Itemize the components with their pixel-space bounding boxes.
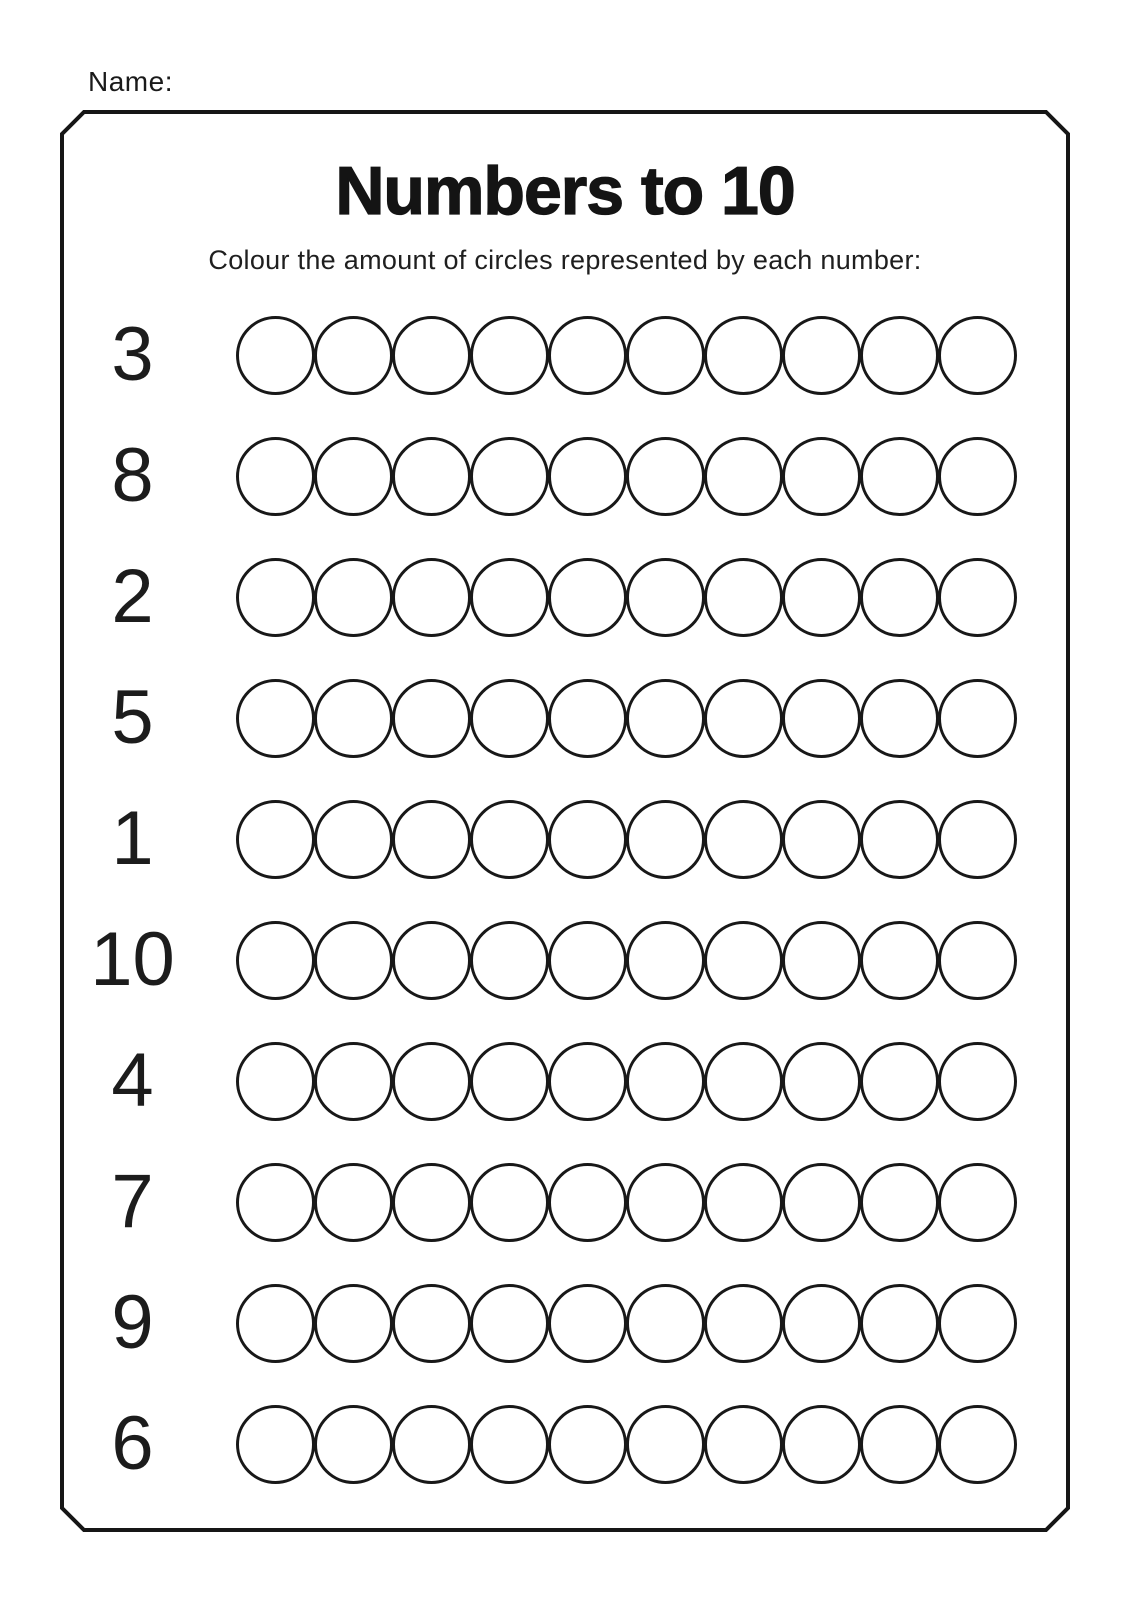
circle — [860, 1284, 939, 1363]
circle — [626, 679, 705, 758]
circle — [704, 800, 783, 879]
circle — [938, 316, 1017, 395]
circle — [860, 1405, 939, 1484]
circle — [548, 558, 627, 637]
row-number: 8 — [111, 433, 154, 519]
circle — [938, 437, 1017, 516]
circle — [626, 1405, 705, 1484]
worksheet-row — [66, 537, 1064, 658]
circle — [470, 800, 549, 879]
circle — [392, 679, 471, 758]
circles-row — [236, 1163, 1017, 1242]
circles-row — [236, 316, 1017, 395]
circle — [860, 558, 939, 637]
circle — [470, 1284, 549, 1363]
circle — [314, 800, 393, 879]
circle — [236, 1042, 315, 1121]
circle — [782, 1405, 861, 1484]
circle — [860, 679, 939, 758]
page-title: Numbers to 10 — [335, 153, 795, 229]
circle — [704, 1284, 783, 1363]
circle — [548, 1405, 627, 1484]
circle — [782, 1284, 861, 1363]
circle — [392, 1042, 471, 1121]
circle — [392, 1284, 471, 1363]
name-label: Name: — [88, 66, 173, 97]
circle — [626, 1163, 705, 1242]
circle — [392, 800, 471, 879]
worksheet-row — [66, 1263, 1064, 1384]
circle — [938, 558, 1017, 637]
circle — [626, 558, 705, 637]
circle — [236, 316, 315, 395]
instruction-text: Colour the amount of circles represented by each number: — [208, 244, 922, 275]
circle — [236, 1163, 315, 1242]
circles-row — [236, 800, 1017, 879]
circle — [548, 679, 627, 758]
circle — [860, 800, 939, 879]
circle — [626, 800, 705, 879]
circle — [626, 1042, 705, 1121]
circle — [626, 921, 705, 1000]
circle — [314, 558, 393, 637]
circle — [470, 558, 549, 637]
circle — [626, 1284, 705, 1363]
circle — [782, 800, 861, 879]
row-number: 6 — [111, 1401, 154, 1487]
circle — [938, 1284, 1017, 1363]
circle — [938, 1405, 1017, 1484]
circle — [860, 316, 939, 395]
circles-row — [236, 1405, 1017, 1484]
circle — [704, 679, 783, 758]
circles-row — [236, 558, 1017, 637]
circle — [704, 1042, 783, 1121]
circle — [314, 1163, 393, 1242]
worksheet-row — [66, 1142, 1064, 1263]
circle — [548, 437, 627, 516]
circle — [860, 437, 939, 516]
circle — [236, 437, 315, 516]
circle — [470, 921, 549, 1000]
worksheet-row — [66, 779, 1064, 900]
circle — [548, 921, 627, 1000]
worksheet-row — [66, 1021, 1064, 1142]
circle — [470, 1405, 549, 1484]
circles-row — [236, 1042, 1017, 1121]
row-number: 9 — [111, 1280, 154, 1366]
circle — [704, 1405, 783, 1484]
circle — [626, 437, 705, 516]
circle — [314, 1284, 393, 1363]
circle — [860, 1042, 939, 1121]
circle — [392, 921, 471, 1000]
circle — [548, 1042, 627, 1121]
worksheet-sheet — [66, 116, 1064, 1526]
circle — [860, 1163, 939, 1242]
circle — [704, 316, 783, 395]
circle — [548, 1284, 627, 1363]
circle — [782, 1042, 861, 1121]
circle — [470, 437, 549, 516]
circle — [470, 316, 549, 395]
circle — [470, 1042, 549, 1121]
circle — [782, 679, 861, 758]
circle — [236, 679, 315, 758]
circle — [938, 1163, 1017, 1242]
circle — [236, 1284, 315, 1363]
row-number: 3 — [111, 312, 154, 398]
circle — [548, 1163, 627, 1242]
circle — [704, 1163, 783, 1242]
circle — [548, 316, 627, 395]
circle — [470, 679, 549, 758]
circle — [782, 921, 861, 1000]
circle — [314, 437, 393, 516]
worksheet-row — [66, 900, 1064, 1021]
circle — [782, 1163, 861, 1242]
circle — [392, 437, 471, 516]
row-number: 10 — [90, 917, 175, 1003]
circle — [314, 1042, 393, 1121]
circle — [782, 437, 861, 516]
circle — [704, 921, 783, 1000]
circle — [704, 437, 783, 516]
circle — [938, 679, 1017, 758]
circle — [938, 921, 1017, 1000]
circle — [314, 679, 393, 758]
circle — [314, 1405, 393, 1484]
row-number: 4 — [111, 1038, 154, 1124]
circle — [860, 921, 939, 1000]
circle — [392, 316, 471, 395]
circle — [782, 558, 861, 637]
circles-row — [236, 437, 1017, 516]
row-number: 2 — [111, 554, 154, 640]
circle — [314, 921, 393, 1000]
circle — [392, 558, 471, 637]
circles-row — [236, 1284, 1017, 1363]
circle — [314, 316, 393, 395]
circle — [392, 1405, 471, 1484]
circle — [236, 800, 315, 879]
circle — [704, 558, 783, 637]
circles-row — [236, 921, 1017, 1000]
circle — [236, 558, 315, 637]
row-number: 5 — [111, 675, 154, 761]
circles-row — [236, 679, 1017, 758]
circle — [938, 800, 1017, 879]
circle — [626, 316, 705, 395]
worksheet-row — [66, 1384, 1064, 1505]
circle — [392, 1163, 471, 1242]
row-number: 1 — [111, 796, 154, 882]
circle — [548, 800, 627, 879]
worksheet-row — [66, 416, 1064, 537]
rows — [66, 295, 1064, 1505]
circle — [236, 921, 315, 1000]
circle — [938, 1042, 1017, 1121]
worksheet-row — [66, 295, 1064, 416]
worksheet-row — [66, 658, 1064, 779]
circle — [470, 1163, 549, 1242]
circle — [782, 316, 861, 395]
row-number: 7 — [111, 1159, 154, 1245]
circle — [236, 1405, 315, 1484]
